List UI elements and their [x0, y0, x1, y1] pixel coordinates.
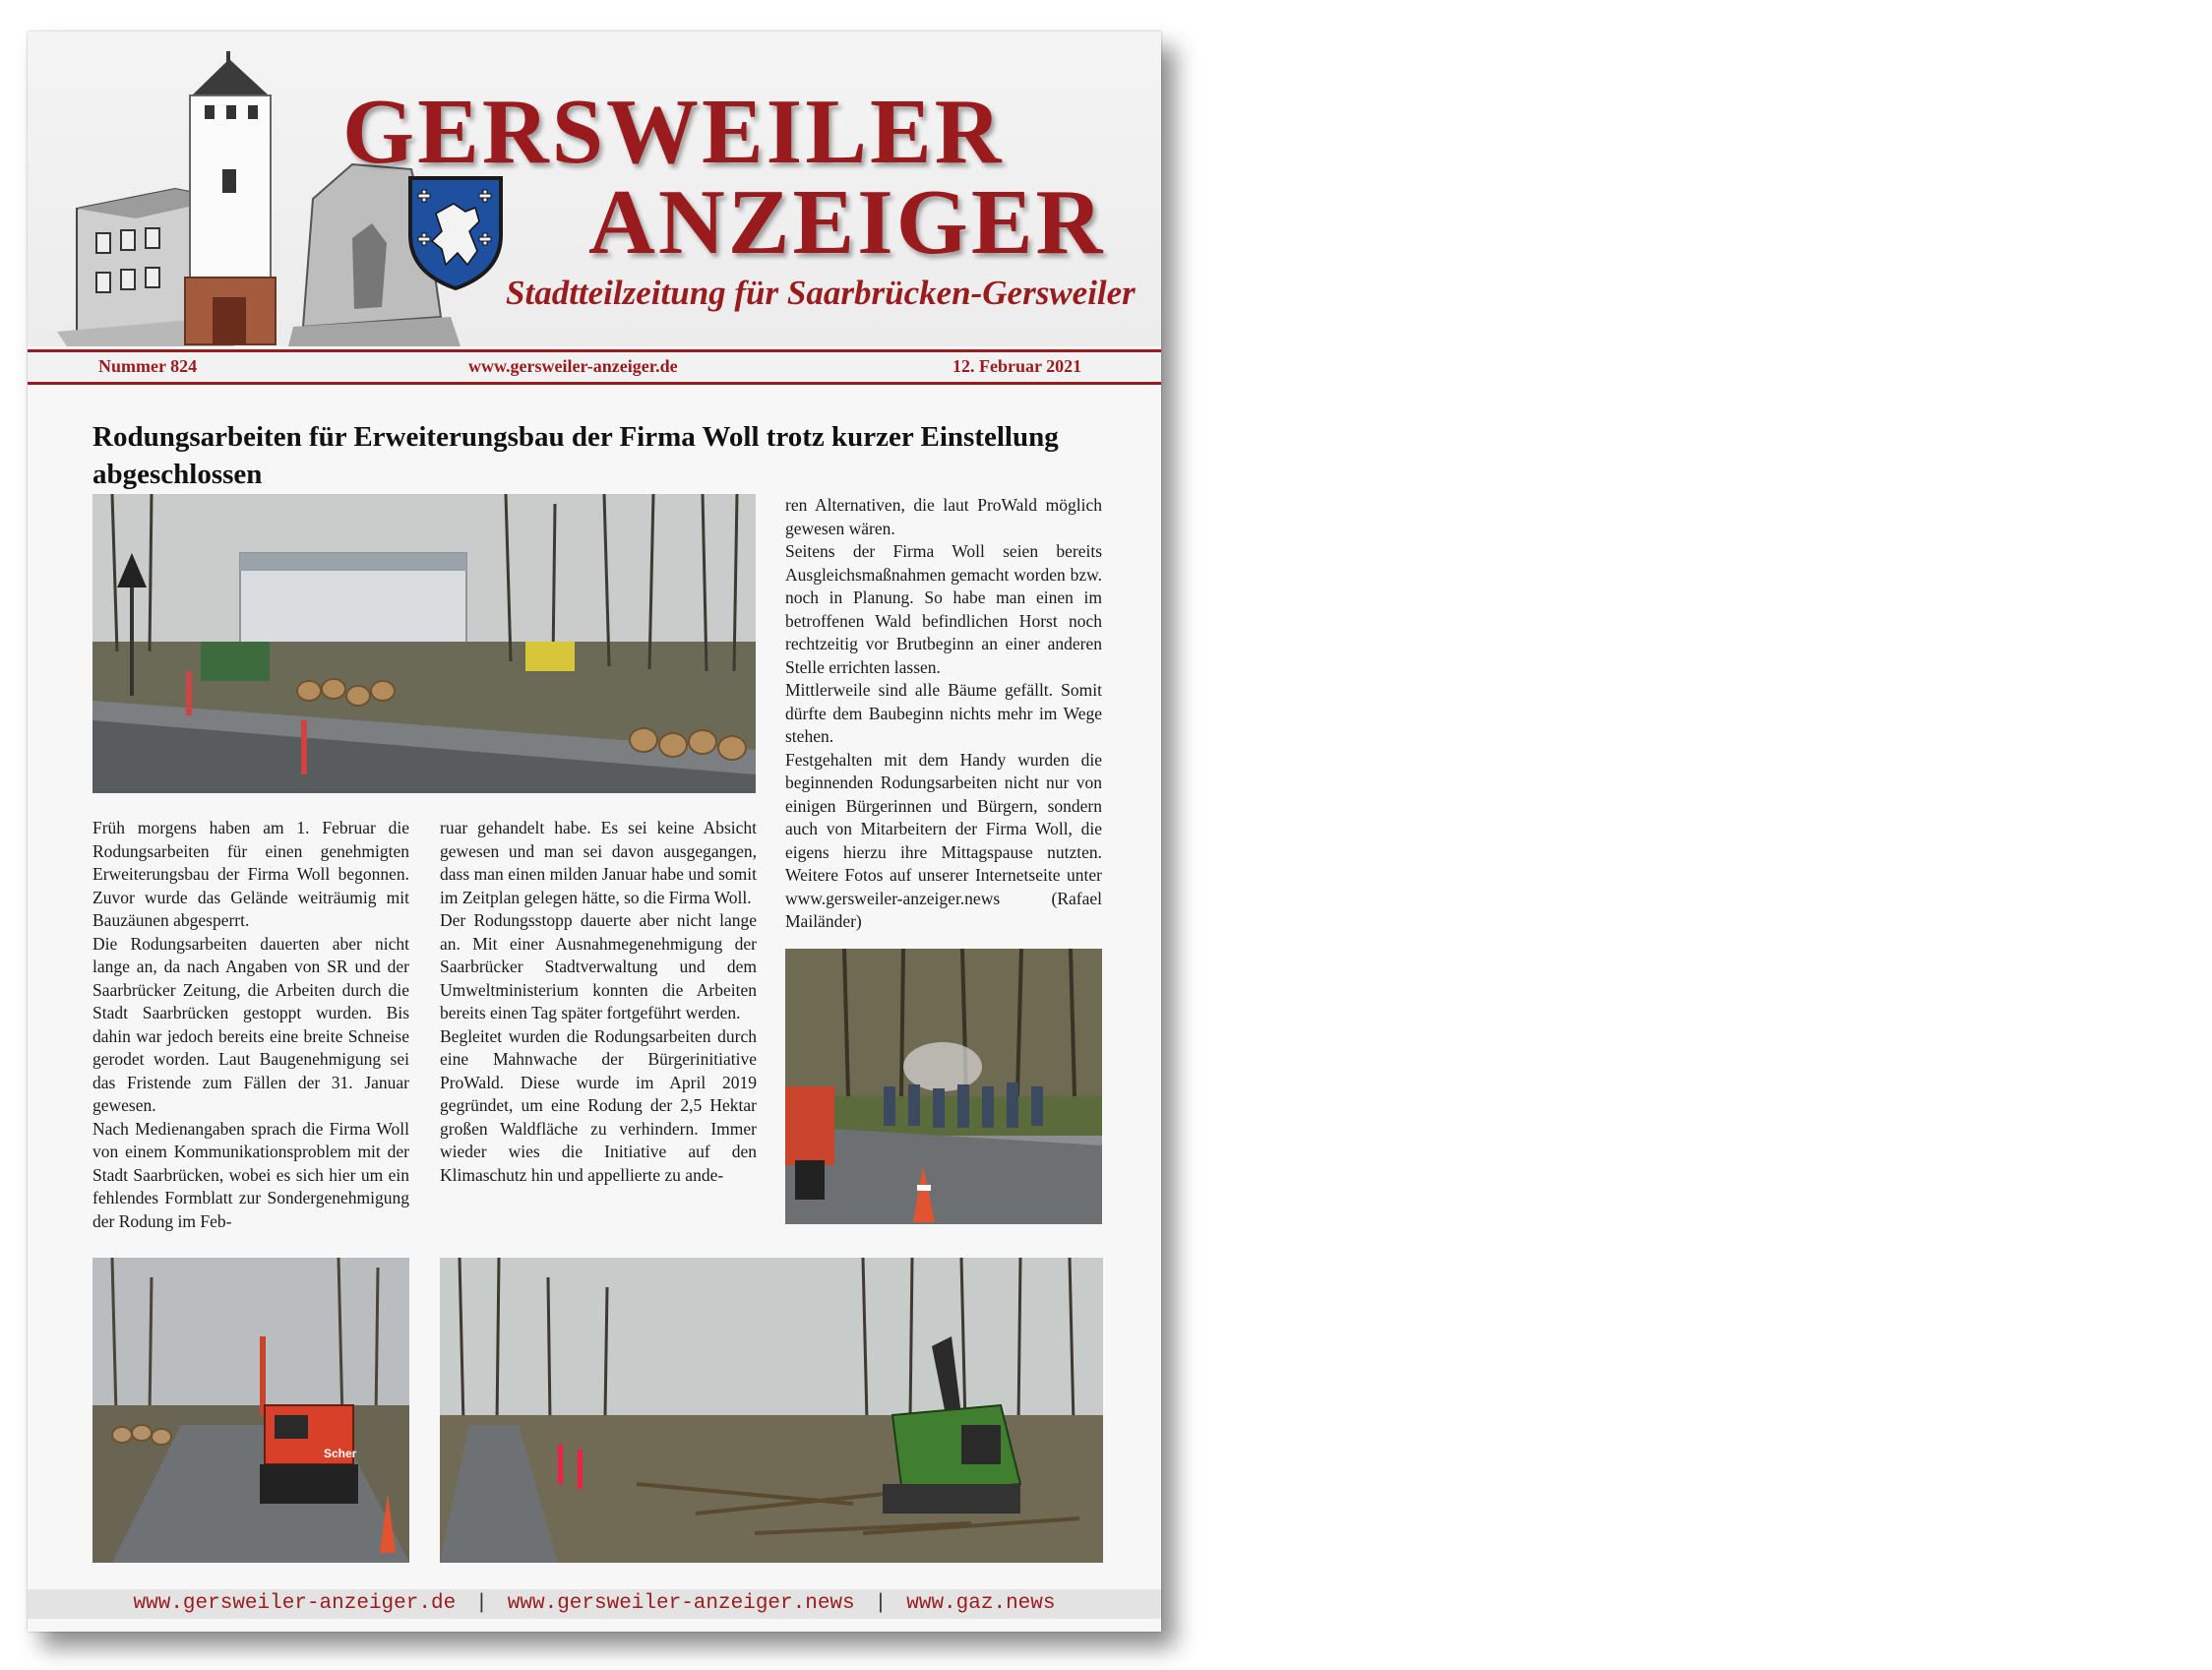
- paragraph: Nach Medienangaben sprach die Firma Woll von einem Kommunikationsproblem mit der Stadt Saarbrücken, wobei es sich hier um ein fehlendes Formblatt zur Sondergenehmigung der Rodung im Feb-: [92, 1118, 409, 1231]
- footer-link-de[interactable]: www.gersweiler-anzeiger.de: [133, 1592, 457, 1615]
- paragraph: Die Rodungsarbeiten dauerten aber nicht lange an, da nach Angaben von SR und der Saarbrücker Zeitung, die Arbeiten durch die Stadt Saarbrücken gestoppt wurden. Bis dahin war jedoch bereits eine breite Schneise gerodet worden. Laut Baugenehmigung sei das Fristende zum Fällen der 31. Januar gewesen.: [92, 933, 409, 1115]
- masthead-title-line-2: ANZEIGER: [588, 171, 1106, 274]
- paragraph: Seitens der Firma Woll seien bereits Ausgleichsmaßnahmen gemacht worden bzw. noch in Planung. So habe man einen im betroffenen Wald befindlichen Horst noch rechtzeitig vor Brutbeginn an einer anderen Stelle errichten lassen.: [785, 541, 1102, 677]
- paragraph: Festgehalten mit dem Handy wurden die beginnenden Rodungsarbeiten nicht nur von einigen Bürgerinnen und Bürgern, sondern auch von Mitarbeitern der Firma Woll, die eigens hierzu ihre Mittagspause nutzten. Weitere Fotos auf unserer Internetseite unter www.gersweiler-anzeiger.news (Rafael Mailänder): [785, 749, 1102, 931]
- excavator-label: Scher: [324, 1447, 357, 1460]
- paragraph: Der Rodungsstopp dauerte aber nicht lange an. Mit einer Ausnahmegenehmigung der Saarbrücker Stadtverwaltung und dem Umweltministerium konnten die Arbeiten bereits einen Tag später fortgeführt werden.: [440, 910, 757, 1022]
- footer-separator: |: [874, 1592, 888, 1615]
- photo-felling-site: [92, 494, 756, 793]
- paragraph: Begleitet wurden die Rodungsarbeiten durch eine Mahnwache der Bürgerinitiative ProWald. Diese wurde im April 2019 gegründet, um eine Rodung der 2,5 Hektar großen Waldfläche zu verhindern. Immer wieder wies die Initiative auf den Klimaschutz hin und appellierte zu ande-: [440, 1025, 757, 1185]
- article-column-2: [440, 817, 757, 1187]
- photo-vigil-roadside: [785, 949, 1102, 1224]
- masthead-title-line-1: GERSWEILER: [342, 81, 1005, 183]
- paragraph: Mittlerweile sind alle Bäume gefällt. Somit dürfte dem Baubeginn nichts mehr im Wege stehen.: [785, 680, 1102, 746]
- article-column-3: [785, 494, 1102, 934]
- paragraph: ruar gehandelt habe. Es sei keine Absicht gewesen und man sei davon ausgegangen, dass man einen milden Januar habe und somit im Zeitplan gelegen hätte, so die Firma Woll.: [440, 818, 757, 907]
- issue-number: Nummer 824: [98, 356, 198, 376]
- paragraph: Früh morgens haben am 1. Februar die Rodungsarbeiten für einen genehmigten Erweiterungsbau der Firma Woll begonnen. Zuvor wurde das Gelände weiträumig mit Bauzäunen abgesperrt.: [92, 818, 409, 930]
- masthead-subtitle: Stadtteilzeitung für Saarbrücken-Gersweiler: [506, 274, 1136, 312]
- coat-of-arms-icon: [406, 174, 505, 292]
- article-column-1: [92, 817, 409, 1233]
- article-headline: Rodungsarbeiten für Erweiterungsbau der Firma Woll trotz kurzer Einstellung abgeschlossen: [92, 421, 1059, 490]
- footer-link-gaz[interactable]: www.gaz.news: [906, 1592, 1056, 1615]
- issue-info-bar: [28, 349, 1161, 385]
- photo-excavator: [92, 1258, 409, 1563]
- photo-harvester: [440, 1258, 1103, 1563]
- footer-separator: |: [475, 1592, 488, 1615]
- newspaper-page: [28, 31, 1161, 1632]
- issue-date: 12. Februar 2021: [952, 356, 1082, 376]
- website-link[interactable]: www.gersweiler-anzeiger.de: [468, 356, 678, 376]
- footer-links: [28, 1589, 1161, 1619]
- footer-link-news[interactable]: www.gersweiler-anzeiger.news: [507, 1592, 855, 1615]
- paragraph: ren Alternativen, die laut ProWald möglich gewesen wären.: [785, 495, 1102, 538]
- masthead: [28, 31, 1161, 346]
